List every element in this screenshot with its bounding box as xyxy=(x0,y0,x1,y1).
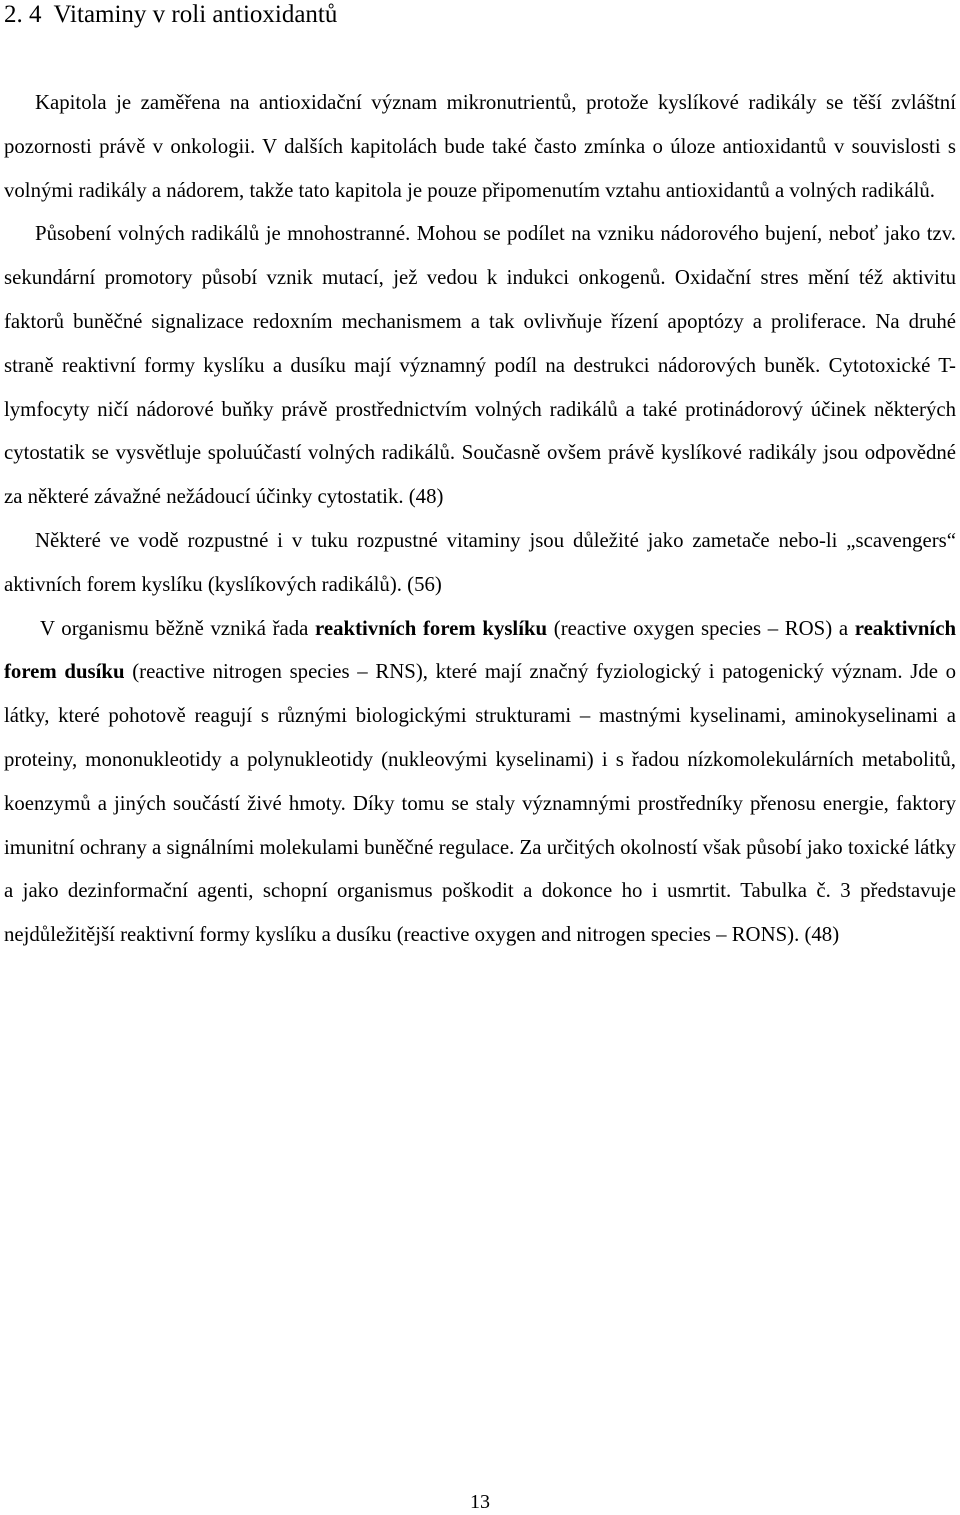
section-number: 2. 4 xyxy=(4,1,42,28)
section-title: Vitaminy v roli antioxidantů xyxy=(53,1,338,28)
ros-text-1: V organismu běžně vzniká řada xyxy=(40,616,309,640)
paragraph-ros-rns xyxy=(4,607,956,957)
paragraph-intro: Kapitola je zaměřena na antioxidační význam mikronutrientů, protože kyslíkové radikály se těší zvláštní pozornosti právě v onkologii. V dalších kapitolách bude také často zmínka o úloze antioxidantů v souvislosti s volnými radikály a nádorem, takže tato kapitola je pouze připomenutím vztahu antioxidantů a volných radikálů. xyxy=(4,91,956,202)
paragraph-free-radicals: Působení volných radikálů je mnohostranné. Mohou se podílet na vzniku nádorového bujení, neboť jako tzv. sekundární promotory působí vznik mutací, jež vedou k indukci onkogenů. Oxidační stres mění též aktivitu faktorů buněčné signalizace redoxním mechanismem a tak ovlivňuje řízení apoptózy a proliferace. Na druhé straně reaktivní formy kyslíku a dusíku mají významný podíl na destrukci nádorových buněk. Cytotoxické T-lymfocyty ničí nádorové buňky právě prostřednictvím volných radikálů a také protinádorový účinek některých cytostatik se vysvětluje spoluúčastí volných radikálů. Současně ovšem právě kyslíkové radikály jsou odpovědné za některé závažné nežádoucí účinky cytostatik. (48) xyxy=(4,222,956,509)
paragraph-scavengers: Některé ve vodě rozpustné i v tuku rozpustné vitaminy jsou důležité jako zametače nebo-li „scavengers“ aktivních forem kyslíku (kyslíkových radikálů). (56) xyxy=(4,528,956,596)
page-number: 13 xyxy=(470,1491,490,1513)
body-text xyxy=(4,81,956,957)
rns-bold-term: reaktivních forem dusíku xyxy=(4,616,957,684)
ros-text-2: (reactive oxygen species – ROS) a xyxy=(553,616,849,640)
ros-text-3: (reactive nitrogen species – RNS), které mají značný fyziologický i patogenický význam. Jde o látky, které pohotově reagují s různými biologickými strukturami – mastnými kyselinami, aminokyselinami a proteiny, mononukleotidy a polynukleotidy (nukleovými kyselinami) i s řadou nízkomolekulárních metabolitů, koenzymů a jiných součástí živé hmoty. Díky tomu se staly významnými prostředníky přenosu energie, faktory imunitní ochrany a signálními molekulami buněčné regulace. Za určitých okolností však působí jako toxické látky a jako dezinformační agenti, schopní organismus poškodit a dokonce ho i usmrtit. Tabulka č. 3 představuje nejdůležitější reaktivní formy kyslíku a dusíku (reactive oxygen and nitrogen species – RONS). (48) xyxy=(4,660,956,947)
ros-bold-term: reaktivních forem kyslíku xyxy=(315,616,548,640)
section-heading xyxy=(4,0,337,30)
